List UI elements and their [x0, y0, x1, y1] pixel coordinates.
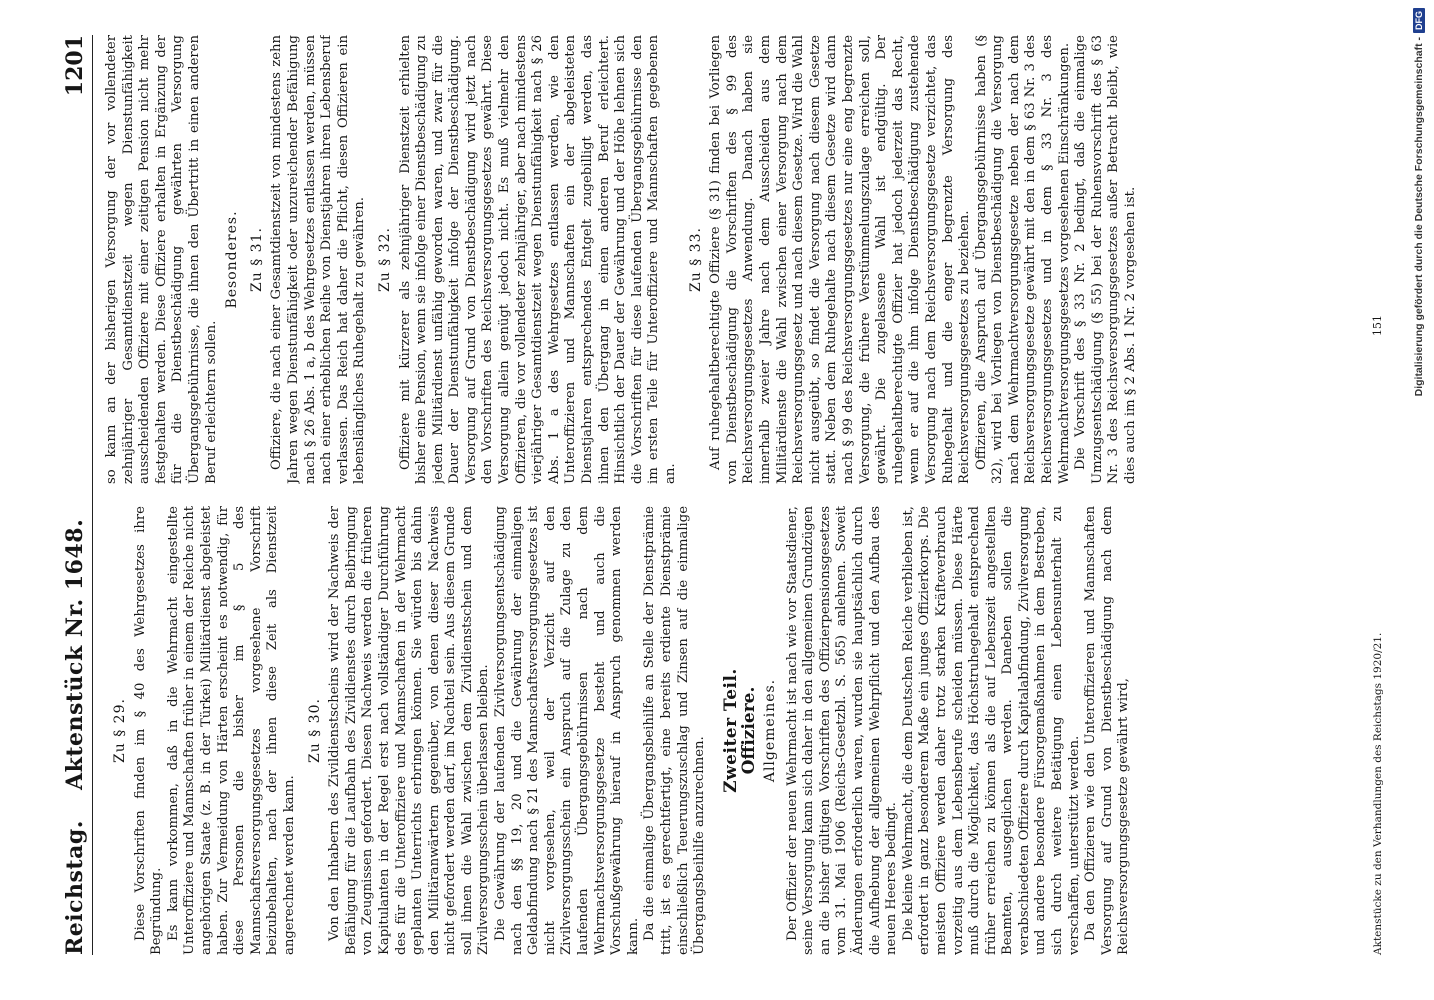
text-column-left: [104, 506, 1364, 955]
paragraph: Von den Inhabern des Zivildienstscheins wird der Nachweis der Befähigung für die Laufbahn des Zivildienstes durch Beibringung von Zeugnissen gefordert. Diesen Nachweis werden die früheren Kapitulanten in der Regel erst nach vollständiger Durchführung des für die Unteroffiziere und Mannschaften in der Wehrmacht geplanten Unterrichts erbringen können. Sie würden bis dahin den Militäranwärtern gegenüber, von denen dieser Nachweis nicht gefordert werden darf, im Nachteil sein. Aus diesem Grunde soll ihnen die Wahl zwischen dem Zivildienstschein und dem Zivilversorgungsschein überlassen bleiben.: [327, 506, 492, 955]
paragraph: Der Offizier der neuen Wehrmacht ist nach wie vor Staatsdiener, seine Versorgung kann sich daher in den allgemeinen Grundzügen an die bisher gültigen Vorschriften des Offizierpensionsgesetzes vom 31. Mai 1906 (Reichs-Gesetzbl. S. 565) anlehnen. Soweit Änderungen erforderlich waren, wurden sie hauptsächlich durch die Aufhebung der allgemeinen Wehrpflicht und den Aufbau des neuen Heeres bedingt.: [784, 506, 900, 955]
section-heading: Zu § 29.: [112, 698, 128, 763]
paragraph: Offiziere mit kürzerer als zehnjähriger Dienstzeit erhielten bisher eine Pension, wenn sie infolge einer Dienstbeschädigung zu jedem Militärdienst unfähig geworden waren, und zwar für die Dauer der Dienstunfähigkeit infolge der Dienstbeschädigung. Versorgung auf Grund von Dienstbeschädigung wird jetzt nach den Vorschriften des Reichsversorgungsgesetzes gewährt. Diese Versorgung allein genügt jedoch nicht. Es muß vielmehr den Offizieren, die vor vollendeter zehnjähriger, aber nach mindestens vierjähriger Gesamtdienstzeit wegen Dienstunfähigkeit nach § 26 Abs. 1 a des Wehrgesetzes entlassen werden, wie den Unteroffizieren und Mannschaften ein der abgeleisteten Dienstjahren entsprechendes Entgelt zugebilligt werden, das ihnen den Übergang in einen anderen Beruf erleichtert. Hinsichtlich der Dauer der Gewährung und der Höhe lehnen sich die Vorschriften für diese laufenden Übergangsgebührnisse den im ersten Teile für Unteroffiziere und Mannschaften gegebenen an.: [397, 35, 678, 484]
section-heading: Zu § 32.: [376, 227, 393, 292]
header-document-number: Aktenstück Nr. 1648.: [62, 518, 88, 790]
paragraph: Auf ruhegehaltberechtigte Offiziere (§ 31) finden bei Vorliegen von Dienstbeschädigung die Vorschriften des § 99 des Reichsversorgungsgesetzes Anwendung. Danach haben sie innerhalb zweier Jahre nach dem Ausscheiden aus dem Militärdienste die Wahl zwischen einer Versorgung nach dem Reichsversorgungsgesetz und nach diesem Gesetze. Wird die Wahl nicht ausgeübt, so findet die Versorgung nach diesem Gesetze statt. Neben dem Ruhegehalte nach diesem Gesetze wird dann nach § 99 des Reichsversorgungsgesetzes nur eine eng begrenzte Versorgung, die frühere Verstümmelungszulage erreichen soll, gewährt. Die zugelassene Wahl ist endgültig. Der ruhegehaltberechtigte Offizier hat jedoch jederzeit das Recht, wenn er auf die ihm infolge Dienstbeschädigung zustehende Versorgung nach dem Reichsversorgungsgesetze verzichtet, das Ruhegehalt und die enger begrenzte Versorgung des Reichsversorgungsgesetzes zu beziehen.: [708, 35, 973, 484]
part-title: Zweiter Teil.: [720, 668, 741, 793]
paragraph: Die Gewährung der laufenden Zivilversorgungsentschädigung nach den §§ 19, 20 und die Gewährung der einmaligen Geldabfindung nach § 21 des Mannschaftsversorgungsgesetzes ist nicht vorgesehen, weil der Verzicht auf den Zivilversorgungsschein ein Anspruch auf die Zulage zu den laufenden Übergangsgebührnissen nach dem Wehrmachtsversorgungsgesetze besteht und auch die Vorschußgewährung hierauf in Anspruch genommen werden kann.: [493, 506, 641, 955]
signature-number: 151: [1371, 315, 1384, 336]
header-title: [62, 497, 92, 955]
header-chamber: Reichstag.: [62, 820, 88, 955]
dfg-logo: DFG: [1413, 8, 1425, 33]
credit-text: Digitalisierung gefördert durch die Deutsche Forschungsgemeinschaft -: [1413, 37, 1425, 397]
text-column-right: [104, 35, 1364, 484]
footnote: Aktenstücke zu den Verhandlungen des Reichstags 1920/21.: [1372, 632, 1384, 955]
page-number: 1201: [62, 35, 88, 97]
paragraph: Diese Vorschriften finden im § 40 des Wehrgesetzes ihre Begründung.: [132, 506, 165, 955]
page-header: [50, 35, 93, 955]
part-heading: Allgemeines.: [761, 678, 778, 783]
paragraph: Es kann vorkommen, daß in die Wehrmacht eingestellte Unteroffiziere und Mannschaften früher in einem der Reiche nicht angehörigen Staate (z. B. in der Türkei) Militärdienst abgeleistet haben. Zur Vermeidung von Härten erscheint es notwendig, für diese Personen die bisher im § 5 des Mannschaftsversorgungsgesetzes vorgesehene Vorschrift beizubehalten, nach der ihnen diese Zeit als Dienstzeit angerechnet werden kann.: [165, 506, 297, 955]
paragraph: Da die einmalige Übergangsbeihilfe an Stelle der Dienstprämie tritt, ist es gerechtfertigt, eine bereits erdiente Dienstprämie einschließlich Teuerungszuschlag und Zinsen auf die einmalige Übergangsbeihilfe anzurechnen.: [642, 506, 708, 955]
section-heading: Zu § 31.: [248, 227, 265, 292]
paragraph: Da den Offizieren wie den Unteroffizieren und Mannschaften Versorgung auf Grund von Dienstbeschädigung nach dem Reichsversorgungsgesetze gewährt wird,: [1083, 506, 1132, 955]
paragraph: so kann an der bisherigen Versorgung der vor vollendeter zehnjähriger Gesamtdienstzeit wegen Dienstunfähigkeit ausscheidenden Offiziere mit einer zeitigen Pension nicht mehr festgehalten werden. Diese Offiziere erhalten in Ergänzung der für die Dienstbeschädigung gewährten Versorgung Übergangsgebührnisse, die ihnen den Übertritt in einen anderen Beruf erleichtern sollen.: [104, 35, 219, 484]
text-columns: [104, 35, 1364, 955]
section-heading: Zu § 30.: [306, 698, 323, 763]
section-heading: Zu § 33.: [687, 227, 704, 292]
digitization-credit: [1404, 0, 1434, 1000]
paragraph: Offiziere, die nach einer Gesamtdienstzeit von mindestens zehn Jahren wegen Dienstunfähigkeit oder unzureichender Befähigung nach § 26 Abs. 1 a, b des Wehrgesetzes entlassen werden, müssen nach einer erheblichen Reihe von Dienstjahren ihren Lebensberuf verlassen. Das Reich hat daher die Pflicht, diesen Offizieren ein lebenslängliches Ruhegehalt zu gewähren.: [269, 35, 368, 484]
part-subtitle: Offiziere.: [739, 686, 760, 775]
paragraph: Offizieren, die Anspruch auf Übergangsgebührnisse haben (§ 32), wird bei Vorliegen von Dienstbeschädigung die Versorgung nach dem Wehrmachtversorgungsgesetze neben der nach dem Reichsversorgungsgesetze gewährt mit den in dem § 63 Nr. 3 des Reichsversorgungsgesetzes und in dem § 33 Nr. 3 des Wehrmachtversorgungsgesetzes vorgesehenen Einschränkungen.: [973, 35, 1072, 484]
paragraph: Die kleine Wehrmacht, die dem Deutschen Reiche verblieben ist, erfordert in ganz besonderem Maße ein junges Offizierkorps. Die meisten Offiziere werden daher trotz starken Kräfteverbrauch vorzeitig aus dem Lebensberufe scheiden müssen. Diese Härte muß durch die Möglichkeit, das Höchstruhegehalt entsprechend früher erreichen zu können als die auf Lebenszeit angestellten Beamten, ausgeglichen werden. Daneben sollen die verabschiedeten Offiziere durch Kapitalabfindung, Zivilversorgung und andere besondere Fürsorgemaßnahmen in dem Bestreben, sich durch weitere Betätigung einen Lebensunterhalt zu verschaffen, unterstützt werden.: [900, 506, 1082, 955]
document-page: [50, 15, 1390, 975]
paragraph: Die Vorschrift des § 33 Nr. 2 bedingt, daß die einmalige Umzugsentschädigung (§ 55) bei der Ruhensvorschrift des § 63 Nr. 3 des Reichsversorgungsgesetzes außer Betracht bleibt, wie dies auch im § 2 Abs. 1 Nr. 2 vorgesehen ist.: [1073, 35, 1139, 484]
part-heading: Besonderes.: [224, 210, 241, 309]
